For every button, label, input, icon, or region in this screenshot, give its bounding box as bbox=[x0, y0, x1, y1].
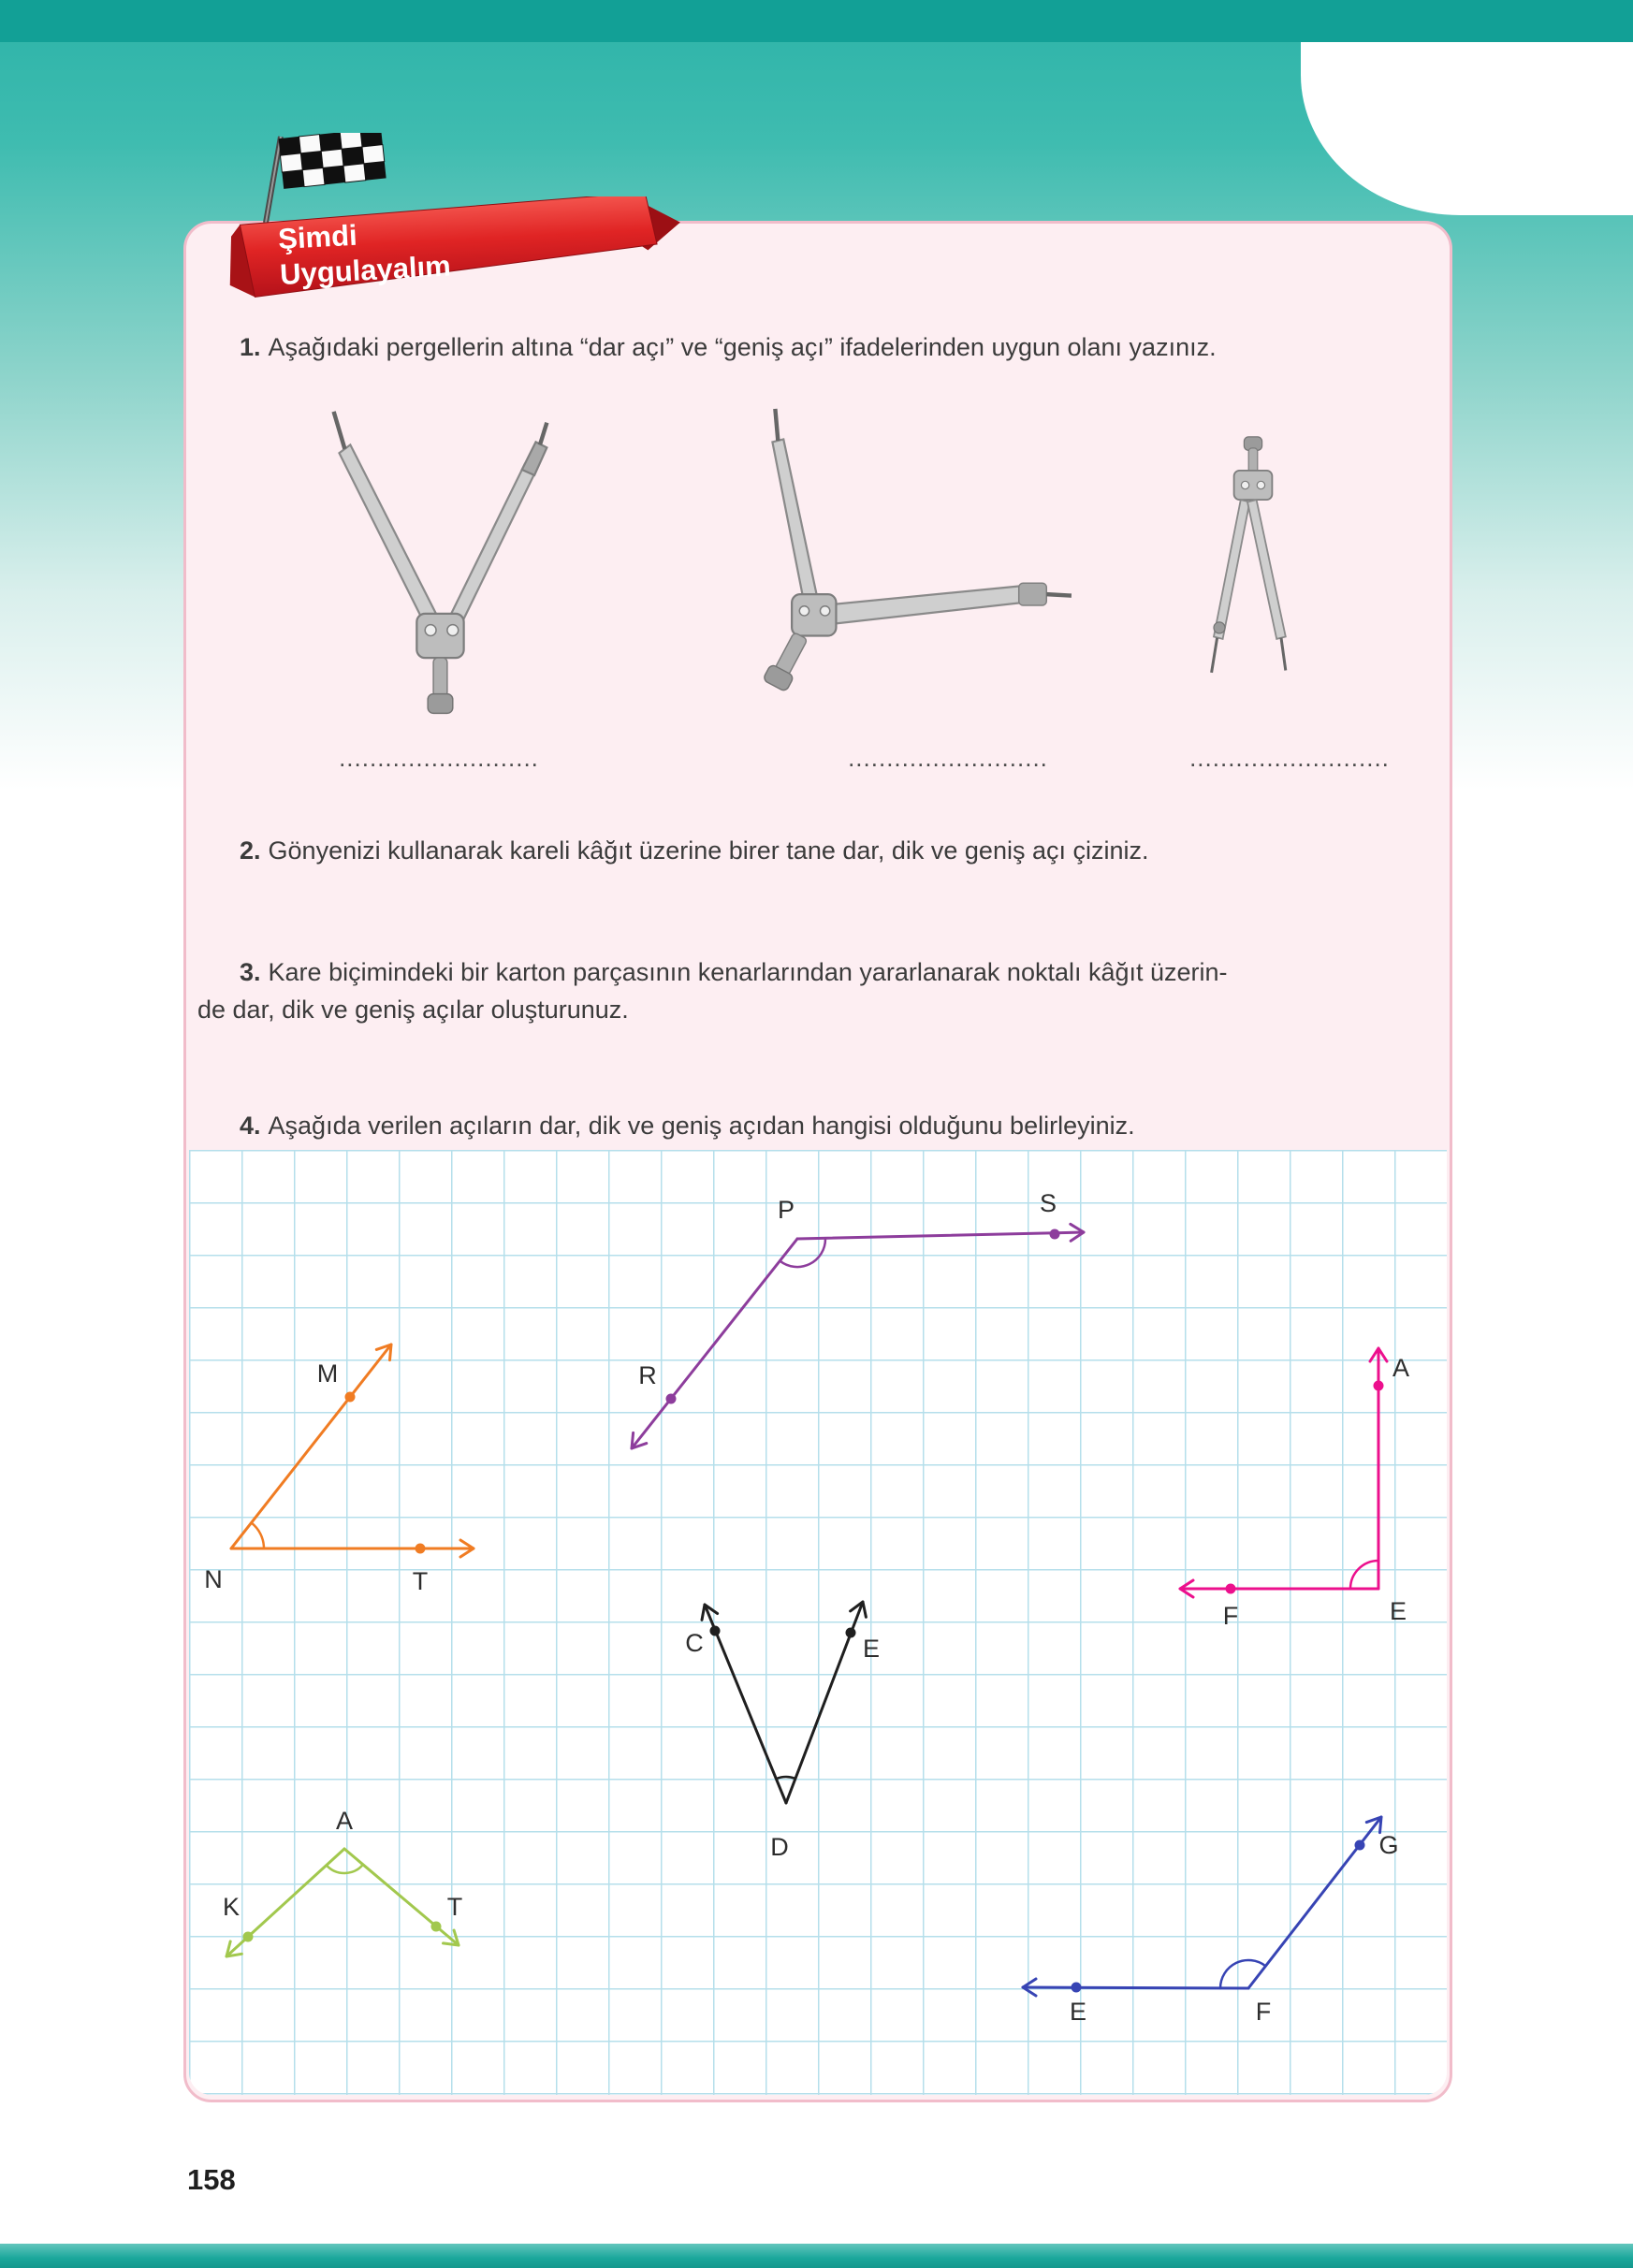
point-dot-s bbox=[1050, 1229, 1060, 1240]
label-k: K bbox=[222, 1893, 241, 1921]
angle-figure-efg bbox=[1023, 1817, 1381, 1996]
compass-obtuse-drawing bbox=[763, 409, 1072, 692]
compass-narrow-icon bbox=[1169, 403, 1337, 735]
exercise-4-body: Aşağıda verilen açıların dar, dik ve geniş açıdan hangisi olduğunu belirleyiniz. bbox=[268, 1112, 1135, 1140]
exercise-2-body: Gönyenizi kullanarak kareli kâğıt üzerine birer tane dar, dik ve geniş açı çiziniz. bbox=[268, 836, 1149, 865]
ray-at bbox=[344, 1849, 459, 1945]
exercise-1-body: Aşağıdaki pergellerin altına “dar açı” ve “geniş açı” ifadelerinden uygun olanı yazınız. bbox=[268, 333, 1217, 361]
point-dot-k bbox=[243, 1932, 254, 1942]
angle-arc bbox=[327, 1865, 363, 1873]
point-dot-e bbox=[846, 1628, 856, 1638]
point-dot-a bbox=[1374, 1381, 1384, 1391]
header-top-strip bbox=[0, 0, 1633, 42]
point-dot-m bbox=[345, 1392, 356, 1403]
angle-arc bbox=[1350, 1561, 1378, 1589]
angle-figure-mnt bbox=[231, 1345, 474, 1557]
answer-blank-1: .......................... bbox=[339, 744, 539, 772]
point-dot-t bbox=[431, 1922, 442, 1932]
banner-title-line2: Uygulayalım bbox=[279, 249, 452, 291]
point-dot-f bbox=[1226, 1584, 1236, 1594]
exercise-1-number: 1. bbox=[240, 333, 261, 361]
angle-figure-rps bbox=[632, 1224, 1084, 1448]
angle-figure-cde bbox=[702, 1602, 866, 1803]
point-dot-e bbox=[1072, 1983, 1082, 1993]
activity-panel bbox=[183, 218, 1452, 2102]
exercise-1-text bbox=[240, 328, 1425, 366]
ray-pr bbox=[632, 1239, 797, 1448]
label-p: P bbox=[777, 1196, 795, 1224]
compass-obtuse-icon bbox=[715, 403, 1085, 735]
angle-figure-kat bbox=[226, 1849, 459, 1956]
point-dot-t bbox=[416, 1544, 426, 1554]
exercise-4-text bbox=[240, 1107, 1425, 1144]
label-e: E bbox=[1389, 1597, 1407, 1625]
exercise-4-number: 4. bbox=[240, 1112, 261, 1140]
label-m: M bbox=[316, 1359, 339, 1388]
label-e3: E bbox=[1069, 1998, 1087, 2026]
label-c: C bbox=[685, 1629, 704, 1657]
point-dot-c bbox=[710, 1626, 721, 1636]
compass-acute-icon bbox=[299, 403, 579, 735]
label-a2: A bbox=[335, 1807, 354, 1835]
label-f2: F bbox=[1255, 1998, 1272, 2026]
label-n: N bbox=[204, 1565, 223, 1593]
exercise-3-number: 3. bbox=[240, 958, 261, 986]
footer-bar bbox=[0, 2244, 1633, 2268]
label-d: D bbox=[770, 1833, 789, 1861]
exercise-3-line1 bbox=[197, 953, 1425, 991]
label-e2: E bbox=[862, 1635, 881, 1663]
answer-blank-3: .......................... bbox=[1189, 744, 1390, 772]
compass-acute-drawing bbox=[334, 412, 547, 713]
point-dot-g bbox=[1355, 1840, 1365, 1851]
flag-checker-grid bbox=[279, 133, 386, 189]
label-a: A bbox=[1392, 1354, 1410, 1382]
page-number: 158 bbox=[187, 2163, 236, 2196]
answer-blank-2: .......................... bbox=[848, 744, 1048, 772]
ray-fe bbox=[1023, 1987, 1248, 1988]
angle-figures-canvas bbox=[189, 1150, 1447, 2093]
label-t2: T bbox=[446, 1893, 463, 1921]
angle-figure-aef bbox=[1180, 1348, 1387, 1597]
label-g: G bbox=[1378, 1831, 1399, 1859]
exercise-3-text bbox=[197, 953, 1425, 1028]
angle-arc bbox=[252, 1523, 264, 1549]
section-ribbon bbox=[225, 196, 693, 301]
exercise-3-line2: de dar, dik ve geniş açılar oluşturunuz. bbox=[197, 996, 629, 1024]
angle-arc bbox=[776, 1777, 795, 1779]
exercise-2-text bbox=[240, 832, 1425, 869]
label-r: R bbox=[638, 1361, 657, 1389]
ray-nm bbox=[231, 1345, 391, 1548]
ray-ps bbox=[797, 1232, 1084, 1239]
label-s: S bbox=[1039, 1189, 1057, 1217]
exercise-3-body1: Kare biçimindeki bir karton parçasının kenarlarından yararlanarak noktalı kâğıt üzerin- bbox=[268, 958, 1228, 986]
banner-title-line1: Şimdi bbox=[277, 218, 358, 256]
exercise-2-number: 2. bbox=[240, 836, 261, 865]
point-dot-r bbox=[666, 1394, 677, 1404]
grid-paper bbox=[189, 1150, 1447, 2095]
label-t: T bbox=[412, 1567, 429, 1595]
compass-narrow-drawing bbox=[1212, 437, 1286, 673]
label-f: F bbox=[1222, 1602, 1239, 1630]
ribbon-shape bbox=[226, 196, 683, 298]
